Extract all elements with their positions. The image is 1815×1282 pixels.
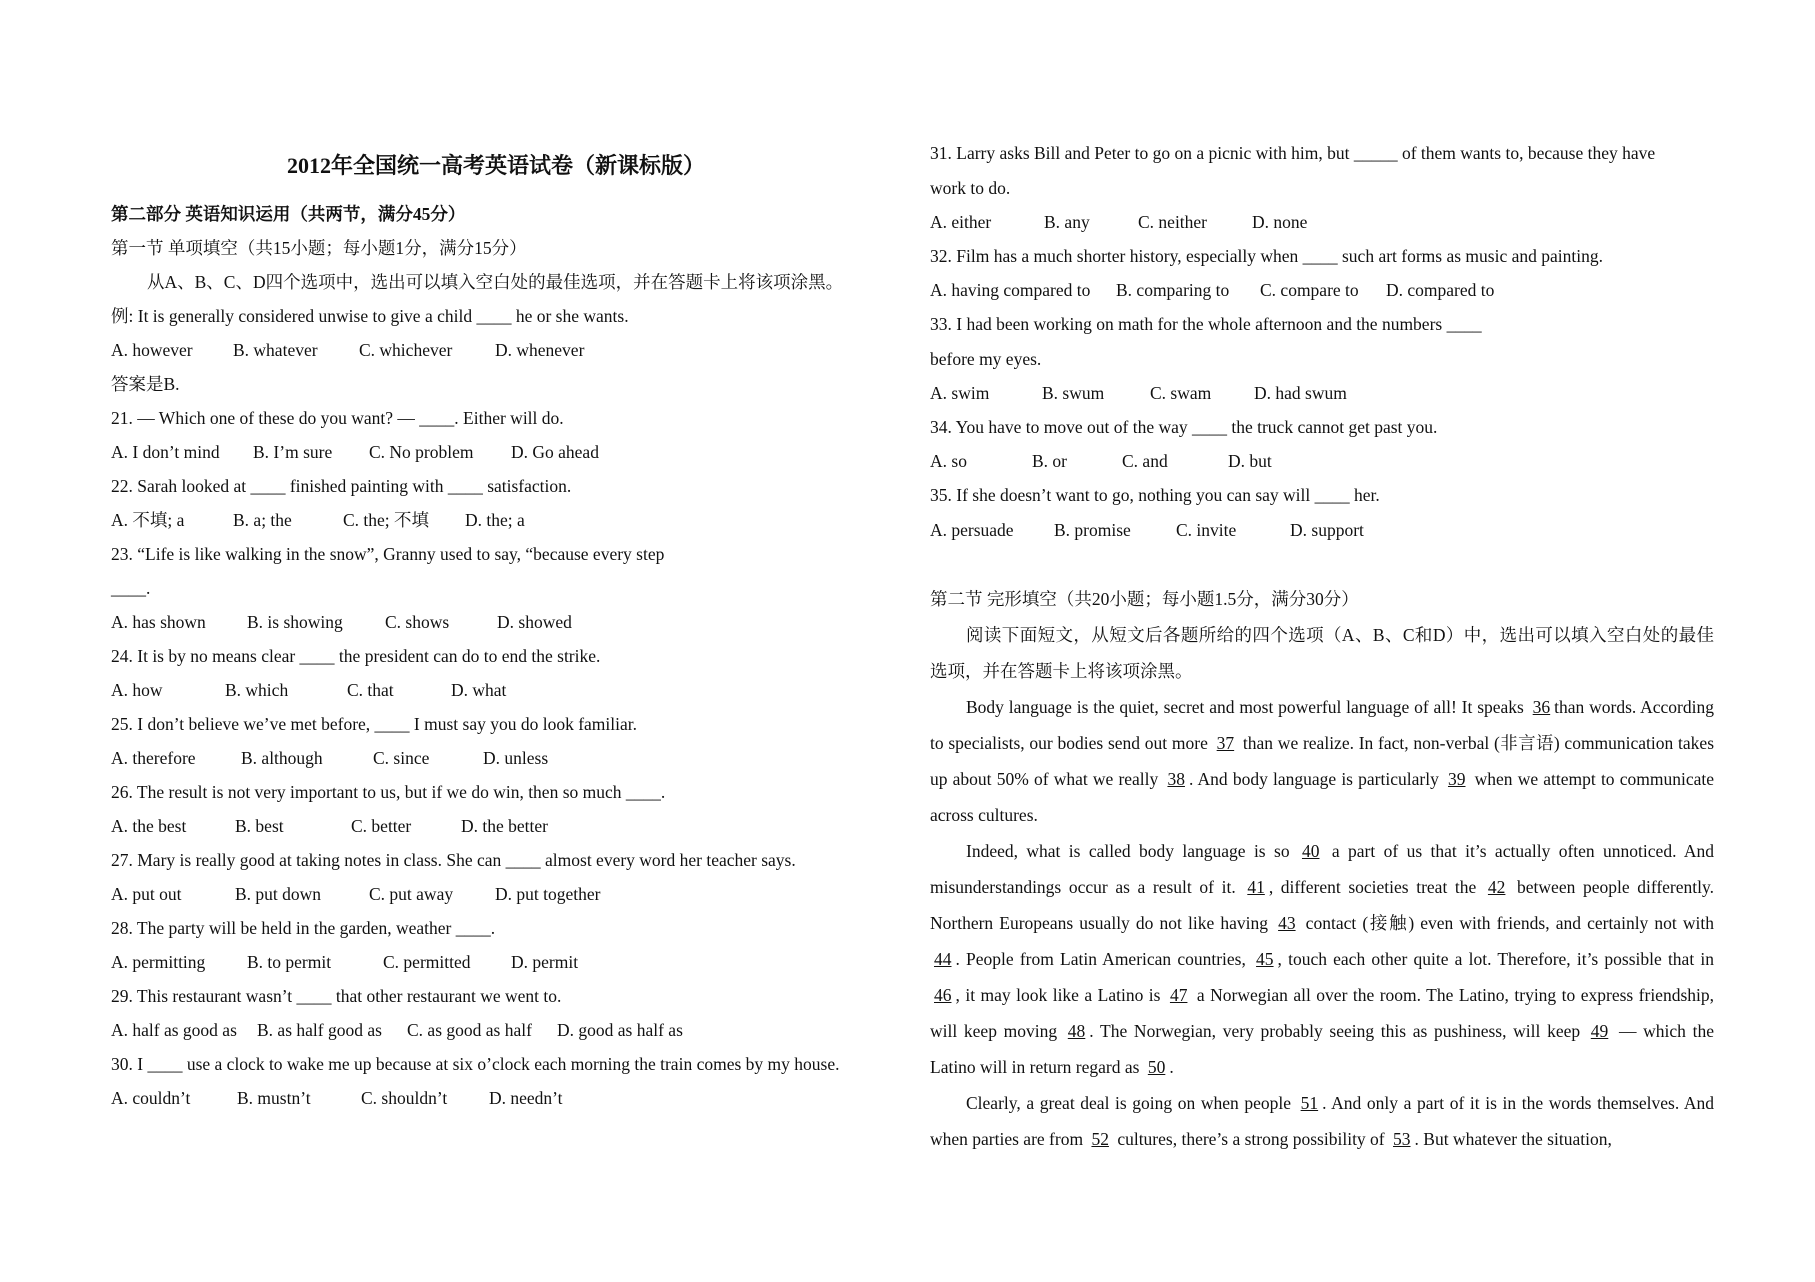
option: C. shows: [385, 612, 450, 632]
option: A. either: [930, 212, 992, 232]
options-35: [930, 519, 1364, 541]
option: A. how: [111, 680, 163, 700]
option: C. No problem: [369, 442, 474, 462]
passage-text: than words. According to specialists, our bodies send out more: [930, 697, 1714, 753]
option: D. had swum: [1254, 383, 1347, 403]
example-question: 例: It is generally considered unwise to give a child ____ he or she wants.: [111, 306, 629, 326]
options-21: [111, 441, 599, 463]
option: D. whenever: [495, 340, 585, 360]
passage-text: Indeed, what is called body language is so: [966, 841, 1298, 861]
option: B. any: [1044, 212, 1090, 232]
option: D. unless: [483, 748, 549, 768]
option: D. what: [451, 680, 507, 700]
options-31: [930, 211, 1307, 233]
question-31: 31. Larry asks Bill and Peter to go on a picnic with him, but _____ of them wants to, because they have: [930, 143, 1656, 163]
options-23: [111, 611, 572, 633]
passage-text: a part of us that it’s actually often unnoticed. And misunderstandings occur as a result of it.: [930, 841, 1715, 897]
option: B. a; the: [233, 510, 292, 530]
blank-42: 42: [1487, 877, 1506, 897]
options-24: [111, 679, 506, 701]
option: C. since: [373, 748, 430, 768]
options-22: [111, 509, 525, 531]
question-30: 30. I ____ use a clock to wake me up because at six o’clock each morning the train comes by my house.: [111, 1054, 840, 1074]
option: D. good as half as: [557, 1020, 683, 1040]
options-25: [111, 747, 548, 769]
passage-text: contact (接触) even with friends, and certainly not with: [1299, 913, 1714, 933]
passage-text: . People from Latin American countries,: [955, 949, 1253, 969]
question-24: 24. It is by no means clear ____ the president can do to end the strike.: [111, 646, 601, 666]
question-23-continued: ____.: [111, 578, 151, 598]
option: D. but: [1228, 451, 1272, 471]
option: B. comparing to: [1116, 280, 1230, 300]
blank-48: 48: [1067, 1021, 1086, 1041]
option: B. which: [225, 680, 289, 700]
option: A. the best: [111, 816, 187, 836]
blank-36: 36: [1532, 697, 1551, 717]
option: C. shouldn’t: [361, 1088, 448, 1108]
question-22: 22. Sarah looked at ____ finished painting with ____ satisfaction.: [111, 476, 572, 496]
option: B. although: [241, 748, 323, 768]
option: A. put out: [111, 884, 182, 904]
option: B. as half good as: [257, 1020, 382, 1040]
options-29: [111, 1019, 683, 1041]
option: A. 不填; a: [111, 510, 185, 530]
section1-heading: 第一节 单项填空（共15小题；每小题1分，满分15分）: [111, 238, 527, 258]
option: A. swim: [930, 383, 990, 403]
option: D. needn’t: [489, 1088, 563, 1108]
question-26: 26. The result is not very important to us, but if we do win, then so much ____.: [111, 782, 666, 802]
blank-49: 49: [1590, 1021, 1609, 1041]
passage-text: between people differently. Northern Europeans usually do not like having: [930, 877, 1714, 933]
option: B. best: [235, 816, 284, 836]
option: D. the; a: [465, 510, 525, 530]
question-25: 25. I don’t believe we’ve met before, ____ I must say you do look familiar.: [111, 714, 638, 734]
passage-text: , different societies treat the: [1268, 877, 1484, 897]
options-27: [111, 883, 600, 905]
passage-text: , touch each other quite a lot. Therefore, it’s possible that in: [1277, 949, 1714, 969]
passage-text: — which the Latino will in return regard as: [930, 1021, 1714, 1077]
option: D. support: [1290, 520, 1364, 540]
option: D. permit: [511, 952, 579, 972]
blank-46: 46: [934, 985, 952, 1005]
option: B. swum: [1042, 383, 1105, 403]
cloze-passage: [930, 617, 1714, 1157]
passage-text: a Norwegian all over the room. The Latino, trying to express friendship, will keep moving: [930, 985, 1714, 1041]
question-27: 27. Mary is really good at taking notes in class. She can ____ almost every word her teacher says.: [111, 850, 796, 870]
option: B. or: [1032, 451, 1067, 471]
option: A. half as good as: [111, 1020, 237, 1040]
options-33: [930, 382, 1347, 404]
option: A. couldn’t: [111, 1088, 191, 1108]
option: B. whatever: [233, 340, 318, 360]
options-26: [111, 815, 548, 837]
option: B. promise: [1054, 520, 1131, 540]
options-32: [930, 279, 1494, 301]
option: A. has shown: [111, 612, 206, 632]
blank-41: 41: [1247, 877, 1265, 897]
passage-text: , it may look like a Latino is: [955, 985, 1166, 1005]
option: C. better: [351, 816, 412, 836]
passage-text: . The Norwegian, very probably seeing this as pushiness, will keep: [1089, 1021, 1587, 1041]
question-21: 21. — Which one of these do you want? — ____. Either will do.: [111, 408, 564, 428]
question-31-continued: work to do.: [930, 178, 1011, 198]
option: A. having compared to: [930, 280, 1091, 300]
option: D. the better: [461, 816, 548, 836]
option: C. whichever: [359, 340, 453, 360]
option: C. and: [1122, 451, 1168, 471]
option: A. so: [930, 451, 967, 471]
blank-51: 51: [1300, 1093, 1319, 1113]
passage-paragraph-3: [930, 1085, 1714, 1157]
passage-paragraph-1: [930, 689, 1714, 833]
question-23: 23. “Life is like walking in the snow”, Granny used to say, “because every step: [111, 544, 665, 564]
part-heading: 第二部分 英语知识运用（共两节，满分45分）: [111, 204, 466, 224]
question-28: 28. The party will be held in the garden, weather ____.: [111, 918, 496, 938]
section2-heading: 第二节 完形填空（共20小题；每小题1.5分，满分30分）: [930, 589, 1359, 609]
blank-37: 37: [1216, 733, 1235, 753]
passage-paragraph-2: [930, 833, 1714, 1085]
option: B. mustn’t: [237, 1088, 311, 1108]
section1-instruction: 从A、B、C、D四个选项中，选出可以填入空白处的最佳选项，并在答题卡上将该项涂黑。: [147, 272, 844, 292]
option: D. put together: [495, 884, 601, 904]
blank-47: 47: [1169, 985, 1188, 1005]
question-29: 29. This restaurant wasn’t ____ that other restaurant we went to.: [111, 986, 562, 1006]
page-title: 2012年全国统一高考英语试卷（新课标版）: [286, 153, 705, 178]
option: D. showed: [497, 612, 572, 632]
option: B. is showing: [247, 612, 343, 632]
question-33-continued: before my eyes.: [930, 349, 1042, 369]
blank-44: 44: [934, 949, 952, 969]
blank-39: 39: [1447, 769, 1466, 789]
passage-text: . And only a part of it is in the words themselves. And when parties are from: [930, 1093, 1714, 1149]
option: C. that: [347, 680, 394, 700]
option: A. persuade: [930, 520, 1014, 540]
option: C. neither: [1138, 212, 1208, 232]
option: D. Go ahead: [511, 442, 599, 462]
section2-instruction: 阅读下面短文，从短文后各题所给的四个选项（A、B、C和D）中，选出可以填入空白处的最佳选项，并在答题卡上将该项涂黑。: [930, 625, 1714, 681]
option: D. none: [1252, 212, 1308, 232]
option: A. I don’t mind: [111, 442, 220, 462]
option: B. I’m sure: [253, 442, 333, 462]
blank-43: 43: [1278, 913, 1296, 933]
passage-text: . And body language is particularly: [1188, 769, 1444, 789]
example-options: [111, 339, 584, 361]
passage-text: . But whatever the situation,: [1414, 1129, 1612, 1149]
blank-40: 40: [1301, 841, 1320, 861]
options-34: [930, 450, 1272, 472]
option: A. however: [111, 340, 193, 360]
question-35: 35. If she doesn’t want to go, nothing you can say will ____ her.: [930, 485, 1380, 505]
option: C. invite: [1176, 520, 1237, 540]
option: A. permitting: [111, 952, 206, 972]
question-34: 34. You have to move out of the way ____ the truck cannot get past you.: [930, 417, 1438, 437]
option: C. put away: [369, 884, 454, 904]
option: C. compare to: [1260, 280, 1359, 300]
option: D. compared to: [1386, 280, 1495, 300]
example-answer: 答案是B.: [111, 374, 180, 394]
blank-50: 50: [1147, 1057, 1166, 1077]
blank-53: 53: [1393, 1129, 1411, 1149]
options-28: [111, 951, 578, 973]
option: C. swam: [1150, 383, 1212, 403]
option: C. as good as half: [407, 1020, 532, 1040]
question-32: 32. Film has a much shorter history, especially when ____ such art forms as music and painting.: [930, 246, 1603, 266]
option: C. permitted: [383, 952, 471, 972]
option: C. the; 不填: [343, 510, 430, 530]
passage-text: cultures, there’s a strong possibility of: [1112, 1129, 1390, 1149]
blank-45: 45: [1256, 949, 1274, 969]
passage-text: when we attempt to communicate across cultures.: [930, 769, 1714, 825]
question-33: 33. I had been working on math for the whole afternoon and the numbers ____: [930, 314, 1482, 334]
option: B. put down: [235, 884, 322, 904]
option: A. therefore: [111, 748, 196, 768]
option: B. to permit: [247, 952, 332, 972]
passage-text: .: [1169, 1057, 1174, 1077]
passage-text: Clearly, a great deal is going on when people: [966, 1093, 1297, 1113]
options-30: [111, 1087, 563, 1109]
passage-text: than we realize. In fact, non-verbal (非言语) communication takes up about 50% of what we really: [930, 733, 1715, 789]
passage-text: Body language is the quiet, secret and most powerful language of all! It speaks: [966, 697, 1529, 717]
blank-52: 52: [1091, 1129, 1109, 1149]
blank-38: 38: [1167, 769, 1185, 789]
